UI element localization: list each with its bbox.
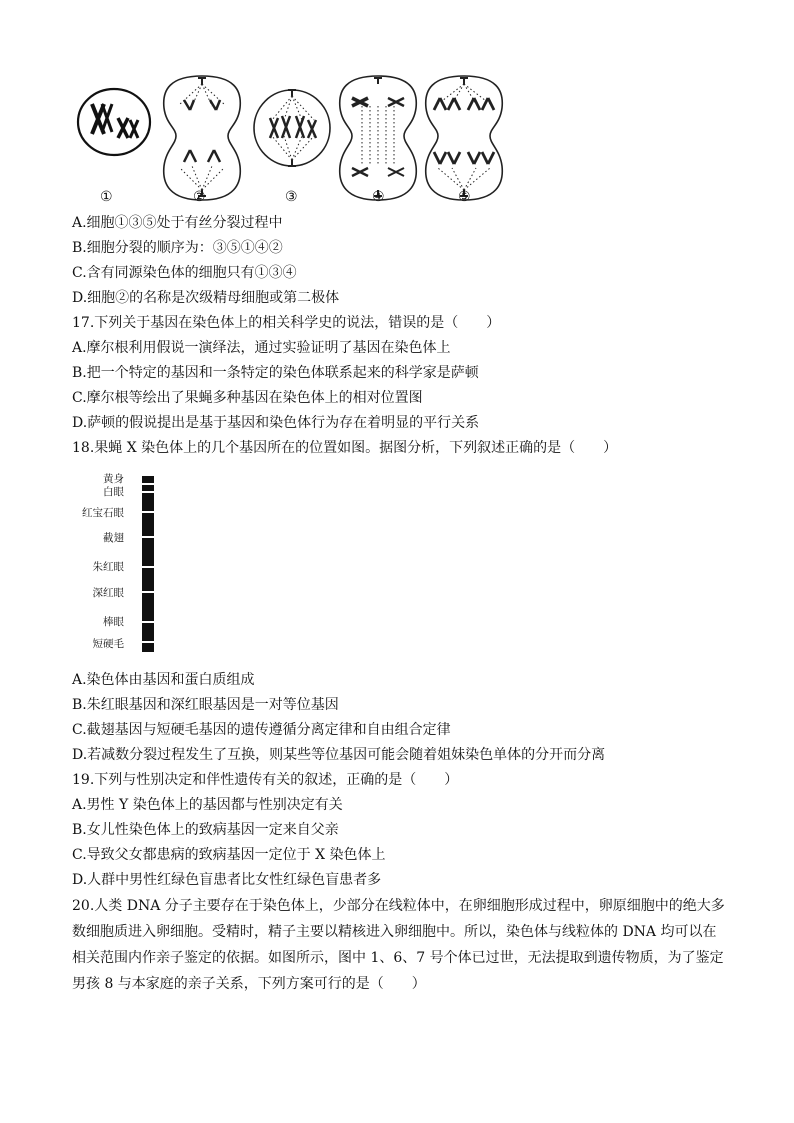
q20-line-4: 男孩 8 与本家庭的亲子关系，下列方案可行的是（ ）	[72, 976, 426, 992]
q19-option-b: B.女儿性染色体上的致病基因一定来自父亲	[72, 822, 339, 838]
q20-line-1: 20.人类 DNA 分子主要存在于染色体上，少部分在线粒体中，在卵细胞形成过程中，卵原细胞中的绝大多	[72, 898, 725, 914]
q16-option-b: B.细胞分裂的顺序为：③⑤①④②	[72, 240, 283, 256]
cell-label-5: ⑤	[458, 189, 471, 205]
gene-label-ruby-eye: 红宝石眼	[82, 507, 124, 519]
cell-4-drawing	[340, 76, 417, 200]
cell-5-drawing	[426, 76, 503, 200]
gene-label-cut-wing: 截翅	[103, 532, 124, 544]
gene-label-short-bristle: 短硬毛	[92, 638, 124, 650]
gene-label-yellow-body: 黄身	[103, 473, 124, 485]
gene-label-vermilion-eye: 朱红眼	[92, 561, 124, 573]
q19-stem: 19.下列与性别决定和伴性遗传有关的叙述，正确的是（ ）	[72, 772, 459, 788]
q16-option-c: C.含有同源染色体的细胞只有①③④	[72, 265, 297, 281]
q17-option-b: B.把一个特定的基因和一条特定的染色体联系起来的科学家是萨顿	[72, 365, 479, 381]
q20-line-2: 数细胞质进入卵细胞。受精时，精子主要以精核进入卵细胞中。所以，染色体与线粒体的 DNA 均可以在	[72, 924, 717, 940]
q16-option-a: A.细胞①③⑤处于有丝分裂过程中	[72, 215, 283, 231]
cell-label-2: ②	[193, 189, 206, 205]
cell-1-drawing	[78, 89, 150, 155]
q19-option-a: A.男性 Y 染色体上的基因都与性别决定有关	[72, 797, 343, 813]
q20-paragraph	[72, 893, 725, 997]
q17-option-a: A.摩尔根利用假说一演绎法，通过实验证明了基因在染色体上	[72, 340, 451, 356]
q18-stem: 18.果蝇 X 染色体上的几个基因所在的位置如图。据图分析，下列叙述正确的是（ ）	[72, 440, 618, 456]
q18-option-b: B.朱红眼基因和深红眼基因是一对等位基因	[72, 697, 339, 713]
cell-2-drawing	[164, 76, 241, 200]
cell-label-1: ①	[100, 189, 113, 205]
gene-label-bar-eye: 棒眼	[103, 616, 124, 628]
q18-option-d: D.若减数分裂过程发生了互换，则某些等位基因可能会随着姐妹染色单体的分开而分离	[72, 747, 606, 763]
gene-label-white-eye: 白眼	[103, 486, 124, 498]
cell-3-drawing	[254, 90, 330, 166]
q17-option-d: D.萨顿的假说提出是基于基因和染色体行为存在着明显的平行关系	[72, 415, 480, 431]
cell-label-3: ③	[285, 189, 298, 205]
q19-option-c: C.导致父女都患病的致病基因一定位于 X 染色体上	[72, 847, 386, 863]
q17-stem: 17.下列关于基因在染色体上的相关科学史的说法，错误的是（ ）	[72, 315, 501, 331]
q20-line-3: 相关范围内作亲子鉴定的依据。如图所示，图中 1、6、7 号个体已过世，无法提取到遗传物质，为了鉴定	[72, 950, 724, 966]
cell-label-4: ④	[372, 189, 385, 205]
q18-option-c: C.截翅基因与短硬毛基因的遗传遵循分离定律和自由组合定律	[72, 722, 451, 738]
q16-option-d: D.细胞②的名称是次级精母细胞或第二极体	[72, 290, 340, 306]
q17-option-c: C.摩尔根等绘出了果蝇多种基因在染色体上的相对位置图	[72, 390, 423, 406]
q19-option-d: D.人群中男性红绿色盲患者比女性红绿色盲患者多	[72, 872, 382, 888]
q18-option-a: A.染色体由基因和蛋白质组成	[72, 672, 255, 688]
gene-label-carmine-eye: 深红眼	[92, 587, 124, 599]
